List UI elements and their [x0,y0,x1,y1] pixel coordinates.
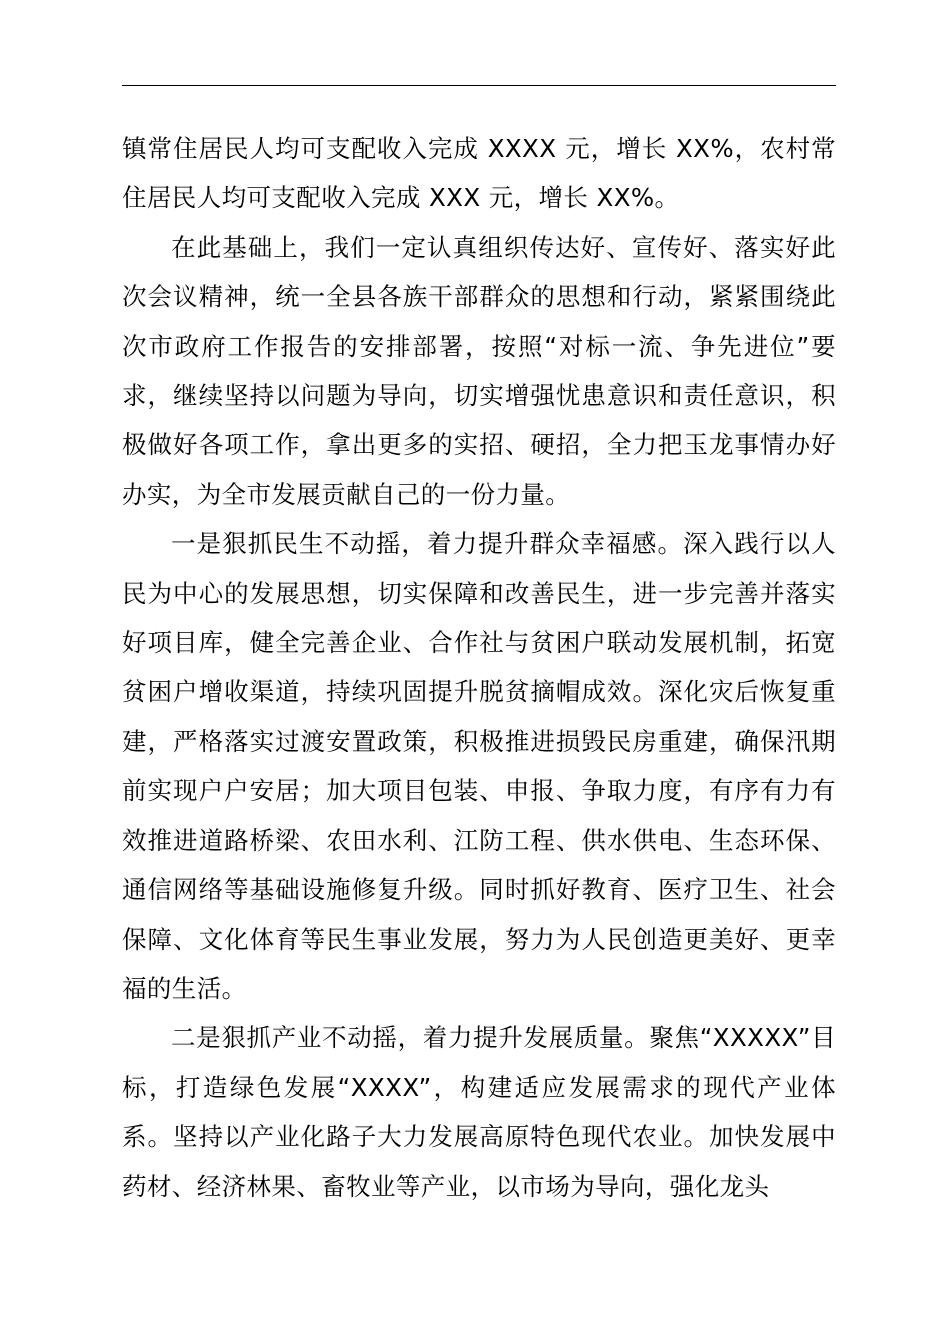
document-body [122,124,836,1211]
paragraph-meeting-spirit: 在此基础上，我们一定认真组织传达好、宣传好、落实好此次会议精神，统一全县各族干部群众的思想和行动，紧紧围绕此次市政府工作报告的安排部署，按照“对标一流、争先进位”要求，继续坚持以问题为导向，切实增强忧患意识和责任意识，积极做好各项工作，拿出更多的实招、硬招，全力把玉龙事情办好办实，为全市发展贡献自己的一份力量。 [122,232,836,509]
paragraph-livelihood: 一是狠抓民生不动摇，着力提升群众幸福感。深入践行以人民为中心的发展思想，切实保障和改善民生，进一步完善并落实好项目库，健全完善企业、合作社与贫困户联动发展机制，拓宽贫困户增收渠道，持续巩固提升脱贫摘帽成效。深化灾后恢复重建，严格落实过渡安置政策，积极推进损毁民房重建，确保汛期前实现户户安居；加大项目包装、申报、争取力度，有序有力有效推进道路桥梁、农田水利、江防工程、供水供电、生态环保、通信网络等基础设施修复升级。同时抓好教育、医疗卫生、社会保障、文化体育等民生事业发展，努力为人民创造更美好、更幸福的生活。 [122,529,836,1003]
paragraph-income-figures: 镇常住居民人均可支配收入完成 XXXX 元，增长 XX%，农村常住居民人均可支配收入完成 XXX 元，增长 XX%。 [122,134,836,213]
paragraph-industry: 二是狠抓产业不动摇，着力提升发展质量。聚焦“XXXXX”目标，打造绿色发展“XXXX”，构建适应发展需求的现代产业体系。坚持以产业化路子大力发展高原特色现代农业。加快发展中药材、经济林果、畜牧业等产业，以市场为导向，强化龙头 [122,1023,836,1201]
header-rule [122,85,836,86]
